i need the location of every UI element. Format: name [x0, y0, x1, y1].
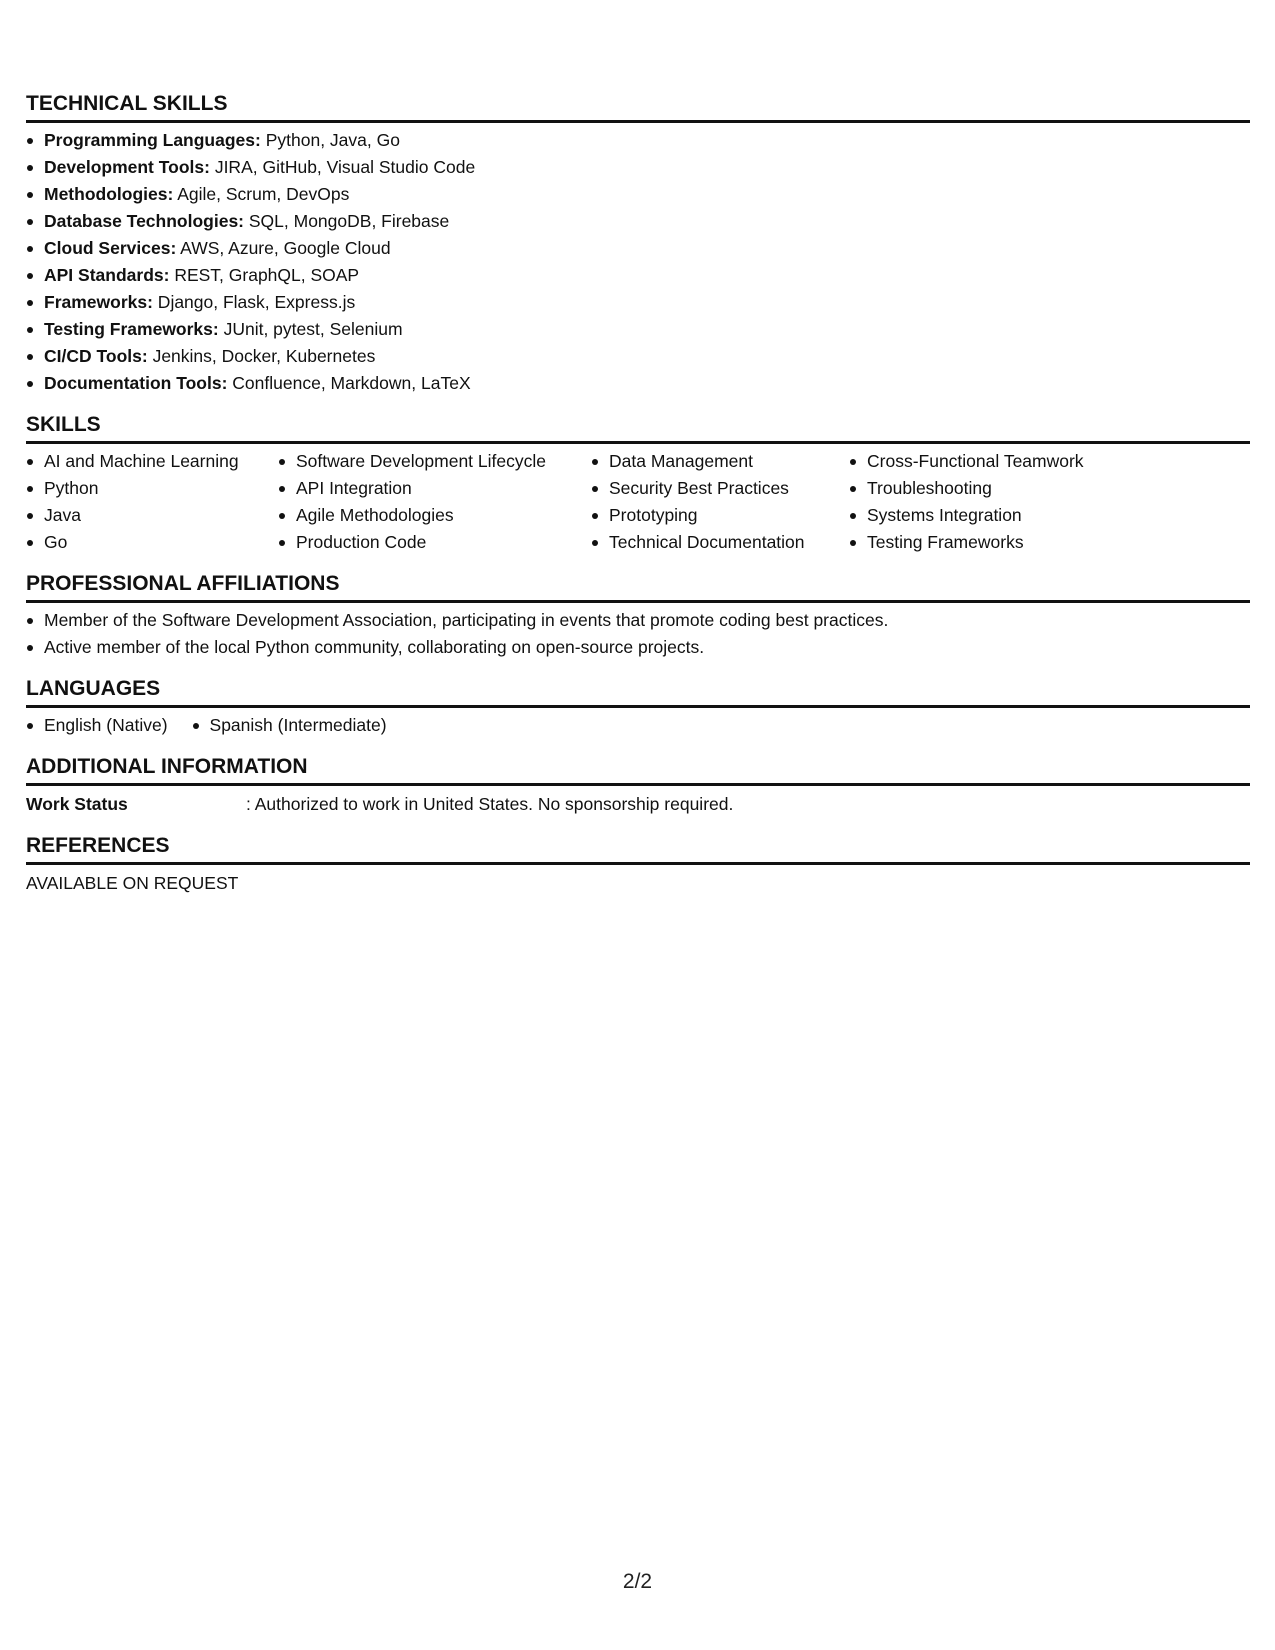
affiliations-section — [26, 570, 1250, 661]
skill-category-value: JIRA, GitHub, Visual Studio Code — [209, 157, 476, 177]
skills-column — [591, 448, 849, 556]
skill-category-value: Confluence, Markdown, LaTeX — [227, 373, 471, 393]
skills-heading: SKILLS — [26, 411, 1250, 444]
languages-heading: LANGUAGES — [26, 675, 1250, 708]
skills-column — [278, 448, 591, 556]
list-item: Active member of the local Python community, collaborating on open-source projects. — [26, 634, 1250, 661]
skill-category-value: AWS, Azure, Google Cloud — [176, 238, 391, 258]
skill-category-label: Cloud Services: — [44, 238, 177, 258]
list-item — [26, 289, 1250, 316]
work-status-value: : Authorized to work in United States. No sponsorship required. — [246, 794, 734, 814]
list-item: Agile Methodologies — [278, 502, 591, 529]
list-item: English (Native) — [26, 712, 168, 739]
affiliations-heading: PROFESSIONAL AFFILIATIONS — [26, 570, 1250, 603]
list-item — [26, 235, 1250, 262]
list-item: Security Best Practices — [591, 475, 849, 502]
skill-category-value: JUnit, pytest, Selenium — [218, 319, 403, 339]
references-heading: REFERENCES — [26, 832, 1250, 865]
additional-info-section — [26, 753, 1250, 818]
skills-column — [26, 448, 278, 556]
skill-category-label: Documentation Tools: — [44, 373, 228, 393]
list-item: Troubleshooting — [849, 475, 1149, 502]
skill-category-label: API Standards: — [44, 265, 170, 285]
list-item: Data Management — [591, 448, 849, 475]
skill-category-label: Development Tools: — [44, 157, 210, 177]
skill-category-value: Jenkins, Docker, Kubernetes — [147, 346, 376, 366]
list-item — [26, 154, 1250, 181]
resume-page — [26, 90, 1250, 897]
skill-category-label: Frameworks: — [44, 292, 153, 312]
work-status-label: Work Status — [26, 794, 128, 814]
skill-category-value: Agile, Scrum, DevOps — [173, 184, 350, 204]
list-item: Testing Frameworks — [849, 529, 1149, 556]
list-item: API Integration — [278, 475, 591, 502]
skill-category-label: Database Technologies: — [44, 211, 245, 231]
list-item: Java — [26, 502, 278, 529]
skill-category-label: Testing Frameworks: — [44, 319, 219, 339]
list-item — [26, 208, 1250, 235]
list-item: Spanish (Intermediate) — [192, 712, 387, 739]
list-item: Systems Integration — [849, 502, 1149, 529]
skills-column — [849, 448, 1149, 556]
technical-skills-list — [26, 127, 1250, 397]
references-section — [26, 832, 1250, 897]
skill-category-value: Python, Java, Go — [260, 130, 400, 150]
page-number: 2/2 — [622, 1570, 653, 1593]
list-item: Member of the Software Development Association, participating in events that promote coding best practices. — [26, 607, 1250, 634]
languages-list — [26, 712, 411, 739]
skill-category-value: REST, GraphQL, SOAP — [169, 265, 360, 285]
list-item — [26, 262, 1250, 289]
skill-category-label: Programming Languages: — [44, 130, 261, 150]
skill-category-label: CI/CD Tools: — [44, 346, 148, 366]
list-item: Technical Documentation — [591, 529, 849, 556]
work-status-row — [26, 791, 1250, 818]
skill-category-label: Methodologies: — [44, 184, 174, 204]
technical-skills-heading: TECHNICAL SKILLS — [26, 90, 1250, 123]
skill-category-value: SQL, MongoDB, Firebase — [244, 211, 450, 231]
languages-section — [26, 675, 1250, 739]
list-item: Go — [26, 529, 278, 556]
references-text: AVAILABLE ON REQUEST — [26, 873, 239, 893]
skills-section — [26, 411, 1250, 556]
skills-grid — [26, 448, 1250, 556]
affiliations-list — [26, 607, 1250, 661]
list-item: Software Development Lifecycle — [278, 448, 591, 475]
list-item — [26, 316, 1250, 343]
technical-skills-section — [26, 90, 1250, 397]
list-item: Cross-Functional Teamwork — [849, 448, 1149, 475]
list-item — [26, 343, 1250, 370]
list-item — [26, 127, 1250, 154]
list-item: Python — [26, 475, 278, 502]
list-item — [26, 181, 1250, 208]
list-item: AI and Machine Learning — [26, 448, 278, 475]
skill-category-value: Django, Flask, Express.js — [152, 292, 356, 312]
additional-info-heading: ADDITIONAL INFORMATION — [26, 753, 1250, 786]
list-item — [26, 370, 1250, 397]
list-item: Production Code — [278, 529, 591, 556]
languages-row — [26, 712, 1250, 739]
list-item: Prototyping — [591, 502, 849, 529]
